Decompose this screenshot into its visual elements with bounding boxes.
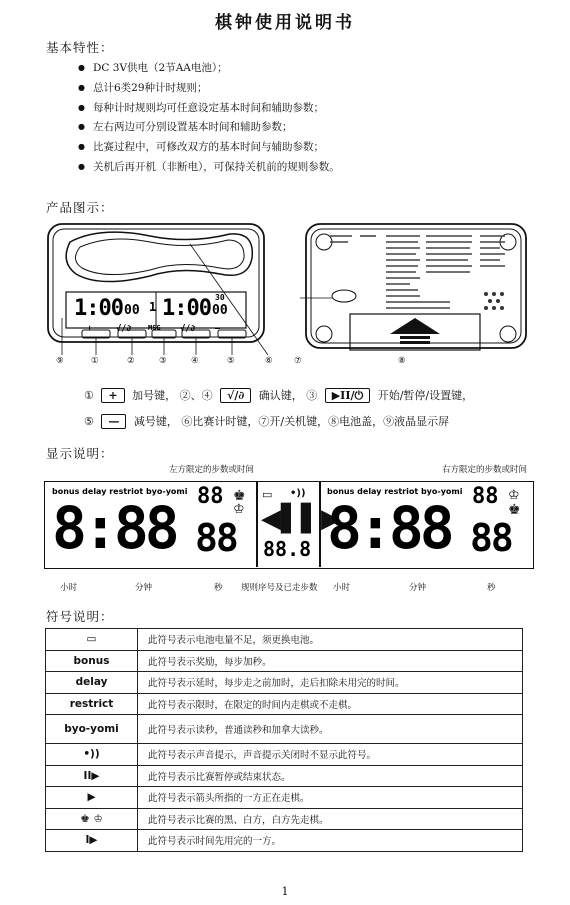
lcd-left-main: 8:88 — [52, 494, 176, 562]
lcd-right-main: 8:88 — [327, 494, 451, 562]
callout-7: ⑦ — [294, 356, 302, 366]
label-minute-right: 分钟 — [409, 583, 427, 593]
callout-4: ④ — [191, 356, 199, 366]
symbols-table — [45, 628, 523, 852]
list-item: ● 左右两边可分别设置基本时间和辅助参数； — [78, 117, 340, 137]
table-row: bonus 此符号表示奖励，每步加秒。 — [46, 650, 523, 672]
label-rule: 规则序号及已走步数 — [241, 583, 318, 593]
left-limit-label: 左方限定的步数或时间 — [169, 465, 255, 475]
lcd-right-top-small: 88 — [472, 484, 499, 509]
front-key-plus: + — [87, 324, 93, 334]
front-lcd-right: 1:00 — [162, 296, 211, 321]
display-heading: 显示说明： — [46, 446, 114, 461]
product-heading: 产品图示： — [46, 200, 114, 215]
page-number: 1 — [281, 885, 289, 898]
features-heading: 基本特性： — [46, 40, 114, 55]
page-title: 棋钟使用说明书 — [215, 13, 355, 33]
lcd-tags-right: bonus delay restriot byo-yomi — [327, 487, 463, 496]
clock-back-illustration — [300, 222, 532, 354]
table-row: ♚ ♔ 此符号表示比赛的黑、白方，白方先走棋。 — [46, 808, 523, 830]
features-list — [78, 58, 340, 177]
key-legend-row2: ⑤ — 减号键， ⑥比赛计时键，⑦开/关机键，⑧电池盖，⑨液晶显示屏 — [84, 415, 450, 428]
front-lcd-left-seconds: 00 — [124, 303, 140, 318]
front-lcd-left: 1:00 — [74, 296, 123, 321]
lcd-tags-left: bonus delay restriot byo-yomi — [52, 487, 188, 496]
callout-6: ⑥ — [265, 356, 273, 366]
front-lcd-mid: 1 — [149, 300, 157, 314]
lcd-right-seconds: 88 — [470, 516, 512, 560]
list-item: ● 比赛过程中，可修改双方的基本时间与辅助参数； — [78, 137, 340, 157]
chess-piece-icon: ♚ — [508, 502, 521, 518]
chess-piece-icon: ♚ — [233, 488, 246, 504]
chess-piece-white-icon: ♔ — [508, 488, 520, 503]
label-minute-left: 分钟 — [135, 583, 153, 593]
callout-9: ⑨ — [56, 356, 64, 366]
list-item: ● DC 3V供电（2节AA电池）； — [78, 58, 340, 78]
front-key-msg: MSG — [148, 324, 161, 332]
front-lcd-right-seconds: 00 — [212, 303, 228, 318]
callout-3: ③ — [159, 356, 167, 366]
label-second-right: 秒 — [487, 583, 496, 593]
right-limit-label: 右方限定的步数或时间 — [442, 465, 528, 475]
table-row: restrict 此符号表示限时，在限定的时间内走棋或不走棋。 — [46, 693, 523, 715]
callout-5: ⑤ — [227, 356, 235, 366]
key-legend-row1: ① + 加号键， ②、④ √/∂ 确认键， ③ ▶II/⏻ 开始/暂停/设置键， — [84, 389, 474, 402]
list-item: ● 总计6类29种计时规则； — [78, 78, 340, 98]
plus-key-icon: + — [101, 388, 124, 403]
table-row: •)) 此符号表示声音提示，声音提示关闭时不显示此符号。 — [46, 744, 523, 766]
callout-1: ① — [91, 356, 99, 366]
label-hour-left: 小时 — [60, 583, 78, 593]
front-key-minus: — — [215, 324, 221, 334]
table-row: ▶ 此符号表示箭头所指的一方正在走棋。 — [46, 787, 523, 809]
table-row: II▶ 此符号表示比赛暂停或结束状态。 — [46, 765, 523, 787]
lcd-center-digits: 88.8 — [263, 537, 312, 561]
front-lcd-right-small: 30 — [215, 293, 225, 302]
label-hour-right: 小时 — [333, 583, 351, 593]
list-item: ● 每种计时规则均可任意设定基本时间和辅助参数； — [78, 98, 340, 118]
chess-piece-white-icon: ♔ — [233, 502, 245, 517]
list-item: ● 关机后再开机（非断电），可保持关机前的规则参数。 — [78, 157, 340, 177]
table-row: I▶ 此符号表示时间先用完的一方。 — [46, 830, 523, 852]
table-row: ▭ 此符号表示电池电量不足，须更换电池。 — [46, 629, 523, 651]
callout-8: ⑧ — [398, 356, 406, 366]
label-second-left: 秒 — [214, 583, 223, 593]
sound-icon: •)) — [290, 488, 306, 499]
front-key-confirm-right: √/∂ — [180, 324, 196, 334]
start-pause-key-icon: ▶II/⏻ — [325, 388, 370, 403]
confirm-key-icon: √/∂ — [220, 388, 251, 403]
symbols-heading: 符号说明： — [46, 609, 114, 624]
pause-arrow-icon: ◀▌▌▶ — [261, 504, 341, 534]
front-key-confirm-left: √/∂ — [116, 324, 132, 334]
minus-key-icon: — — [101, 414, 126, 429]
lcd-left-top-small: 88 — [197, 484, 224, 509]
lcd-left-seconds: 88 — [195, 516, 237, 560]
battery-icon: ▭ — [262, 488, 273, 501]
callout-2: ② — [127, 356, 135, 366]
table-row: byo-yomi 此符号表示读秒，普通读秒和加拿大读秒。 — [46, 715, 523, 744]
table-row: delay 此符号表示延时，每步走之前加时，走后扣除未用完的时间。 — [46, 672, 523, 694]
